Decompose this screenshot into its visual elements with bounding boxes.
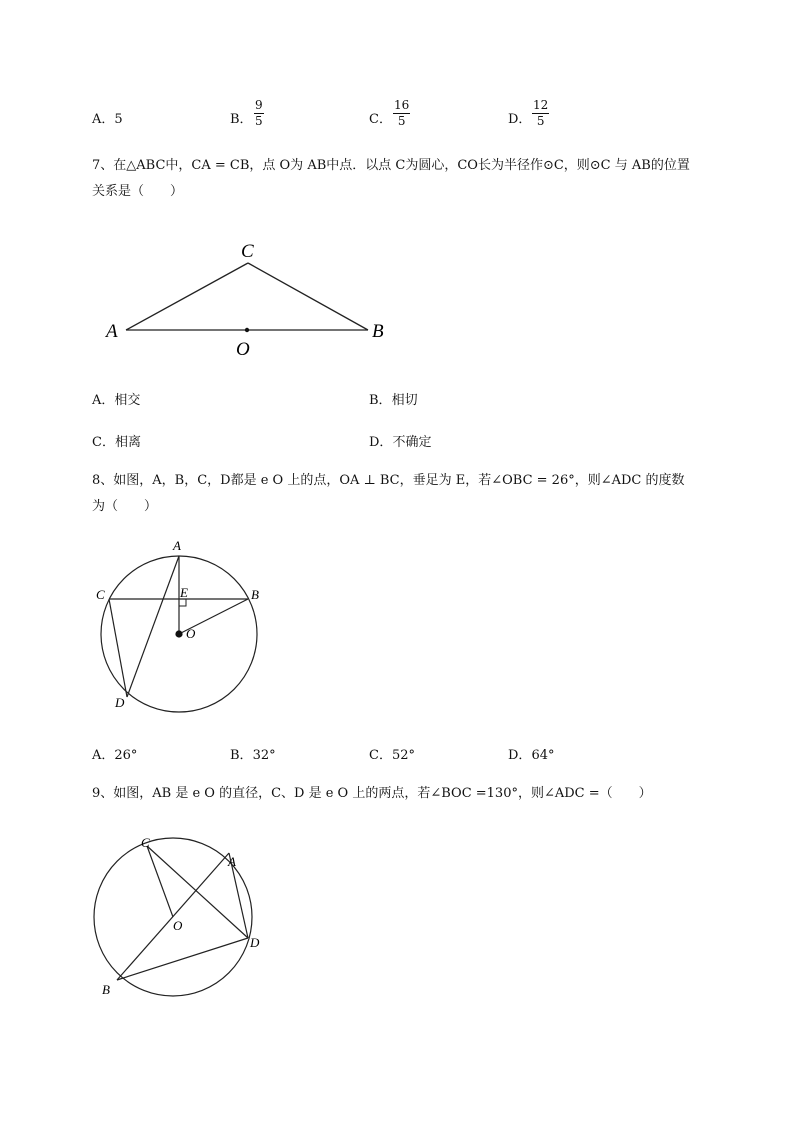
q8-option-b	[230, 744, 276, 763]
chord-ad	[127, 556, 179, 697]
label-o: O	[173, 918, 183, 933]
q7-option-c-text: 相离	[114, 435, 141, 450]
q8-option-d-text: 64°	[531, 748, 555, 763]
q8-option-c-label: C．	[369, 748, 392, 763]
label-b: B	[372, 321, 384, 342]
segment-cb	[248, 263, 368, 330]
q8-option-a	[92, 744, 137, 763]
q7-option-b-text: 相切	[391, 393, 418, 408]
q8-option-d	[508, 744, 554, 763]
label-c: C	[141, 835, 150, 850]
q8-option-b-label: B．	[230, 748, 253, 763]
q9-circle-figure	[80, 825, 280, 1005]
q6-option-b-denominator: 5	[255, 114, 263, 128]
label-e: E	[180, 585, 188, 600]
q7-stem-line1: 7、在△ABC中，CA = CB，点 O为 AB中点．以点 C为圆心，CO长为半径作⊙C，则⊙C 与 AB的位置	[92, 158, 690, 173]
q8-stem-line2: 为（ ）	[92, 499, 158, 514]
segment-co	[147, 846, 173, 917]
q7-triangle-figure	[100, 230, 400, 360]
q7-option-a-text: 相交	[114, 393, 141, 408]
q6-option-a-label: A．	[92, 112, 115, 127]
q6-option-d-label: D．	[508, 112, 532, 127]
right-angle-mark	[179, 599, 186, 606]
label-b: B	[251, 587, 259, 602]
q6-option-b-fraction	[254, 99, 264, 128]
center-o	[175, 630, 182, 637]
q7-option-d-label: D．	[369, 435, 393, 450]
q7-option-c-label: C．	[92, 435, 115, 450]
q7-option-d	[369, 431, 431, 450]
q6-option-b-numerator: 9	[255, 98, 263, 112]
q8-option-c-text: 52°	[391, 748, 415, 763]
q7-option-c	[92, 431, 141, 450]
q6-option-c-denominator: 5	[397, 114, 406, 128]
label-a: A	[173, 538, 181, 553]
q7-option-a-label: A．	[92, 393, 115, 408]
q6-option-d-fraction	[532, 99, 549, 128]
q6-option-b-label: B．	[230, 112, 253, 127]
q6-option-c-label: C．	[369, 112, 392, 127]
q8-circle-figure	[90, 535, 280, 720]
q9-stem-line1: 9、如图，AB 是 e O 的直径，C、D 是 e O 上的两点，若∠BOC =130°，则∠ADC =（ ）	[92, 786, 652, 801]
q8-option-c	[369, 744, 415, 763]
label-o: O	[236, 339, 250, 360]
q6-option-a-value: 5	[114, 112, 123, 127]
q8-option-d-label: D．	[508, 748, 532, 763]
point-o	[245, 328, 249, 332]
q6-option-a	[92, 108, 123, 127]
label-a: A	[106, 321, 118, 342]
label-b: B	[102, 982, 110, 997]
q6-option-d-denominator: 5	[536, 114, 545, 128]
label-d: D	[250, 935, 260, 950]
q7-option-d-text: 不确定	[392, 435, 432, 450]
q6-option-c-numerator: 16	[394, 98, 410, 112]
q8-stem-line1: 8、如图，A，B，C，D都是 e O 上的点，OA ⊥ BC，垂足为 E，若∠OBC = 26°，则∠ADC 的度数	[92, 473, 685, 488]
label-c: C	[96, 587, 105, 602]
q8-option-a-label: A．	[92, 748, 115, 763]
q6-option-c-fraction	[393, 99, 410, 128]
q7-stem-line2: 关系是（ ）	[92, 184, 184, 199]
q7-option-a	[92, 389, 140, 408]
q6-option-d-numerator: 12	[533, 98, 549, 112]
label-c: C	[241, 241, 254, 262]
label-o: O	[186, 626, 196, 641]
q8-option-b-text: 32°	[252, 748, 276, 763]
segment-ac	[126, 263, 248, 330]
q7-option-b	[369, 389, 418, 408]
q7-option-b-label: B．	[369, 393, 392, 408]
label-d: D	[115, 695, 125, 710]
label-a: A	[228, 854, 236, 869]
q8-option-a-text: 26°	[114, 748, 138, 763]
